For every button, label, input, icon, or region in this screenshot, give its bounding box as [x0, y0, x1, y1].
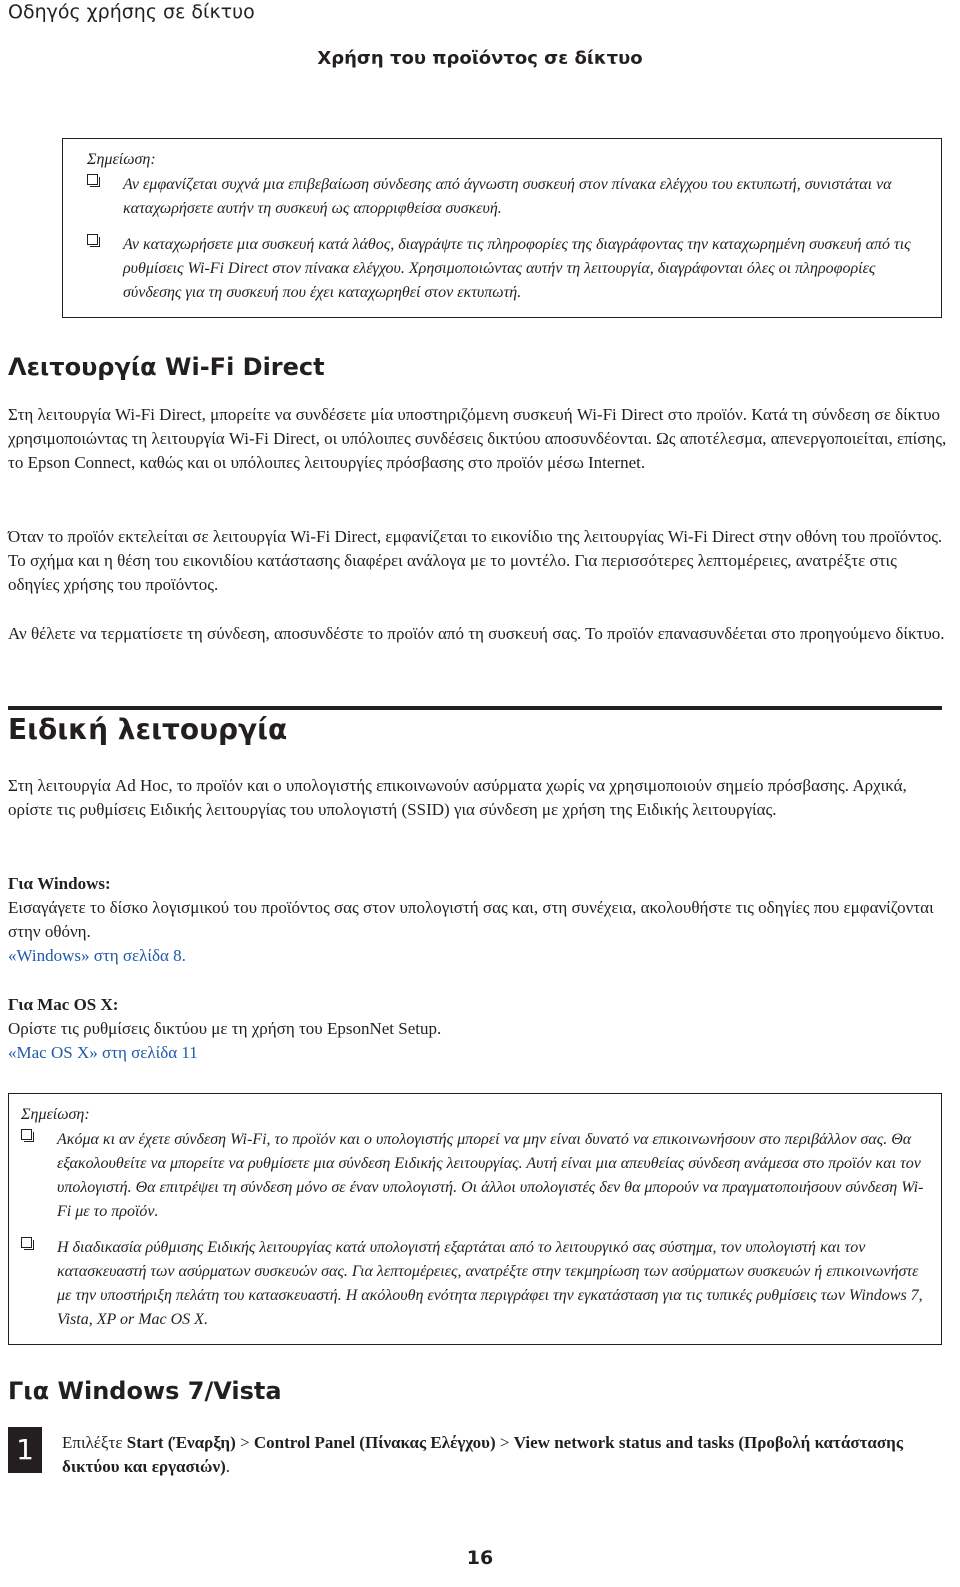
note-text: Αν εμφανίζεται συχνά μια επιβεβαίωση σύνδεσης από άγνωστη συσκευή στον πίνακα ελέγχου του εκτυπωτή, συνιστάται να καταχωρήσετε αυτήν τη συσκευή ως απορριφθείσα συσκευή.: [123, 176, 892, 217]
network-status-label: View network status and tasks (Προβολή κατάστασης δικτύου και εργασιών): [62, 1433, 903, 1476]
note-item: [75, 173, 929, 221]
wifi-direct-paragraph-2: Όταν το προϊόν εκτελείται σε λειτουργία Wi-Fi Direct, εμφανίζεται το εικονίδιο της λειτουργίας Wi-Fi Direct στην οθόνη του προϊόντος. Το σχήμα και η θέση του εικονιδίου κατάστασης διαφέρει ανάλογα με το μοντέλο. Για περισσότερες λεπτομέρειες, ανατρέξτε στις οδηγίες χρήσης του προϊόντος.: [8, 527, 943, 594]
note-item: [21, 1236, 929, 1332]
checkbox-bullet-icon: [21, 1129, 32, 1140]
windows-text: Εισαγάγετε το δίσκο λογισμικού του προϊόντος σας στον υπολογιστή σας και, στη συνέχεια, ακολουθήστε τις οδηγίες που εμφανίζονται στην οθόνη.: [8, 898, 934, 941]
note-item: [21, 1128, 929, 1224]
windows-label: Για Windows:: [8, 874, 111, 893]
adhoc-heading: Ειδική λειτουργία: [8, 713, 288, 746]
start-menu-label: Start (Έναρξη): [126, 1433, 236, 1452]
section-title: Χρήση του προϊόντος σε δίκτυο: [317, 48, 643, 69]
checkbox-bullet-icon: [21, 1237, 32, 1248]
adhoc-paragraph: Στη λειτουργία Ad Hoc, το προϊόν και ο υπολογιστής επικοινωνούν ασύρματα χωρίς να χρησιμοποιούν σημείο πρόσβασης. Αρχικά, ορίστε τις ρυθμίσεις Ειδικής λειτουργίας του υπολογιστή (SSID) για σύνδεση με χρήση της Ειδικής λειτουργίας.: [8, 776, 907, 819]
mac-page-link[interactable]: «Mac OS X» στη σελίδα 11: [8, 1043, 198, 1062]
note-title: Σημείωση:: [87, 151, 156, 168]
separator: >: [235, 1433, 254, 1452]
separator: >: [495, 1433, 514, 1452]
step-number: 1: [8, 1427, 42, 1473]
step-instruction: [62, 1431, 942, 1479]
chapter-title: Οδηγός χρήσης σε δίκτυο: [8, 1, 255, 23]
mac-text: Ορίστε τις ρυθμίσεις δικτύου με τη χρήση του EpsonNet Setup.: [8, 1019, 442, 1038]
note-text: Αν καταχωρήσετε μια συσκευή κατά λάθος, διαγράψτε τις πληροφορίες της διαγράφοντας την καταχωρημένη συσκευή από τις ρυθμίσεις Wi-Fi Direct στον πίνακα ελέγχου. Χρησιμοποιώντας αυτήν τη λειτουργία, διαγράφονται όλες οι πληροφορίες σύνδεσης για τη συσκευή που έχει καταχωρηθεί στον εκτυπωτή.: [123, 236, 911, 301]
note-text: Ακόμα κι αν έχετε σύνδεση Wi-Fi, το προϊόν και ο υπολογιστής μπορεί να μην είναι δυνατό να επικοινωνήσουν στο περιβάλλον σας. Θα εξακολουθείτε να μπορείτε να ρυθμίσετε μια σύνδεση Ειδικής λειτουργίας. Αυτή είναι μια απευθείας σύνδεση ανάμεσα στο προϊόν και τον υπολογιστή. Θα επιτρέψει τη σύνδεση μόνο σε έναν υπολογιστή. Οι άλλοι υπολογιστές δεν θα μπορούν να πραγματοποιήσουν σύνδεση Wi-Fi με το προϊόν.: [57, 1131, 924, 1220]
checkbox-bullet-icon: [87, 234, 98, 245]
wifi-direct-paragraph-1: Στη λειτουργία Wi-Fi Direct, μπορείτε να συνδέσετε μία υποστηριζόμενη συσκευή Wi-Fi Direct στο προϊόν. Κατά τη σύνδεση σε δίκτυο χρησιμοποιώντας τη λειτουργία Wi-Fi Direct, οι υπόλοιπες συνδέσεις δικτύου αποσυνδέονται. Ως αποτέλεσμα, απενεργοποιείται, επίσης, το Epson Connect, καθώς και οι υπόλοιπες λειτουργίες πρόσβασης στο προϊόν μέσω Internet.: [8, 405, 947, 472]
note-text: Η διαδικασία ρύθμισης Ειδικής λειτουργίας κατά υπολογιστή εξαρτάται από το λειτουργικό σας σύστημα, τον υπολογιστή και τον κατασκευαστή των ασύρματων συσκευών σας. Για λεπτομέρειες, ανατρέξτε στην τεκμηρίωση των ασύρματων συσκευών ή επικοινωνήστε με την υποστήριξη πελάτη του κατασκευαστή. Η ακόλουθη ενότητα περιγράφει την εγκατάσταση για τις τυπικές ρυθμίσεις των Windows 7, Vista, XP or Mac OS X.: [57, 1239, 923, 1328]
mac-label: Για Mac OS X:: [8, 995, 119, 1014]
section-divider: [8, 706, 942, 710]
control-panel-label: Control Panel (Πίνακας Ελέγχου): [253, 1433, 496, 1452]
win7-heading: Για Windows 7/Vista: [8, 1377, 282, 1405]
note-box-1: [62, 138, 942, 318]
wifi-direct-paragraph-3: Αν θέλετε να τερματίσετε τη σύνδεση, αποσυνδέστε το προϊόν από τη συσκευή σας. Το προϊόν επανασυνδέεται στο προηγούμενο δίκτυο.: [8, 624, 945, 643]
note-title: Σημείωση:: [21, 1106, 90, 1123]
step-prefix: Επιλέξτε: [62, 1433, 127, 1452]
note-box-2: [8, 1093, 942, 1345]
windows-page-link[interactable]: «Windows» στη σελίδα 8.: [8, 946, 186, 965]
checkbox-bullet-icon: [87, 174, 98, 185]
note-item: [75, 233, 929, 305]
wifi-direct-heading: Λειτουργία Wi-Fi Direct: [8, 353, 325, 381]
step-suffix: .: [225, 1457, 230, 1476]
page-number: 16: [466, 1547, 494, 1569]
